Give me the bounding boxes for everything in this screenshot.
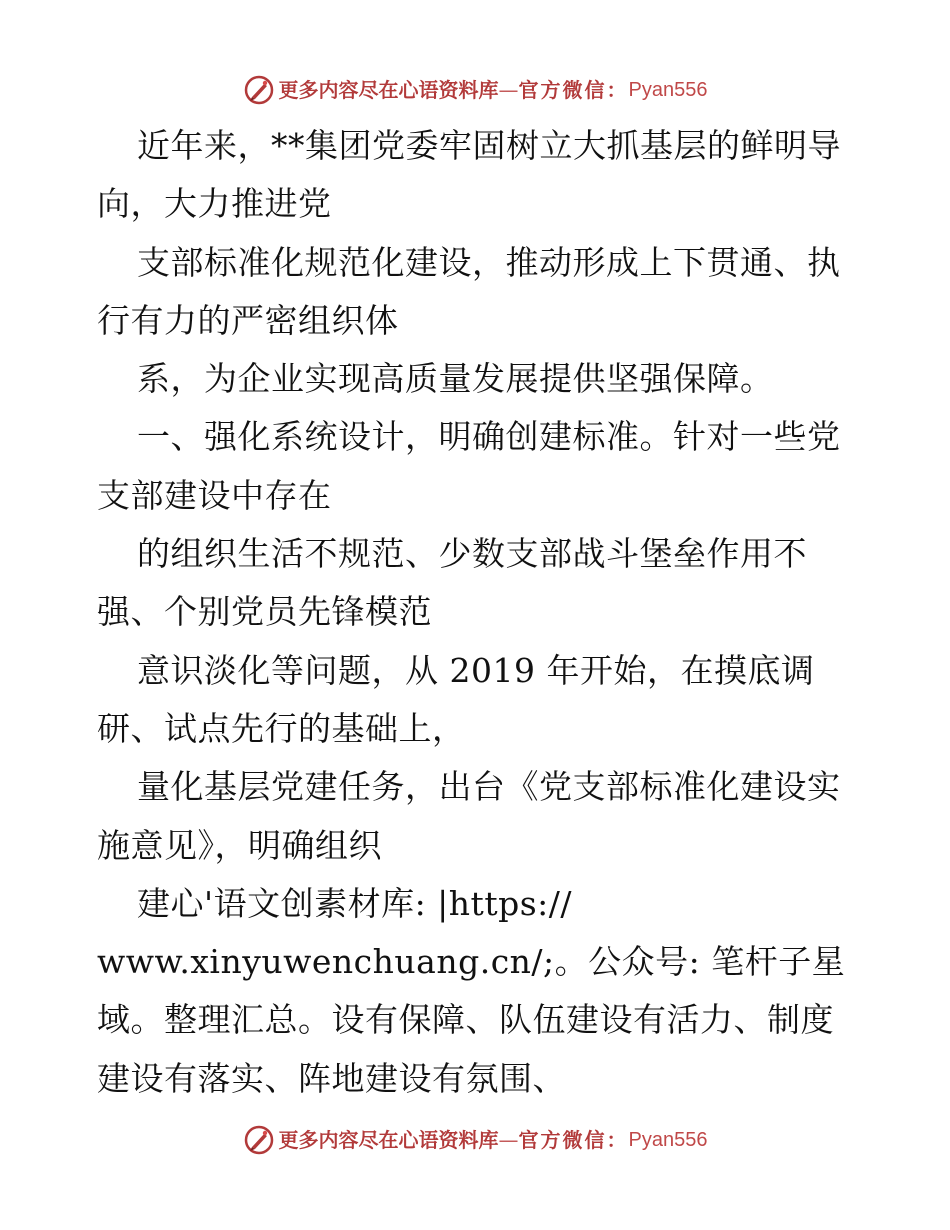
header-separator: — (498, 78, 519, 102)
text-line: 建设有落实、阵地建设有氛围、 (97, 1058, 566, 1098)
header-banner (0, 70, 950, 110)
quill-logo-icon (243, 1124, 275, 1156)
text-line: 向，大力推进党 (97, 184, 332, 224)
footer-wechat-id: Pyan556 (628, 1129, 708, 1151)
header-wechat-label: 官方微信： (518, 78, 629, 102)
footer-separator: — (498, 1128, 519, 1152)
text-line: 意识淡化等问题，从 2019 年开始，在摸底调 (137, 650, 815, 690)
header-title: 更多内容尽在心语资料库 (278, 78, 499, 102)
text-line: 域。整理汇总。设有保障、队伍建设有活力、制度 (97, 1000, 834, 1040)
text-line: 行有力的严密组织体 (97, 300, 399, 340)
text-line: 研、试点先行的基础上， (97, 708, 466, 748)
text-line: 建心'语文创素材库: |https:// (137, 883, 572, 923)
text-line: 施意见》，明确组织 (97, 825, 382, 865)
text-line: 的组织生活不规范、少数支部战斗堡垒作用不 (137, 534, 807, 574)
footer-banner (0, 1120, 950, 1160)
text-line: 近年来，**集团党委牢固树立大抓基层的鲜明导 (137, 126, 841, 165)
text-line: 强、个别党员先锋模范 (97, 592, 432, 632)
text-line: 支部建设中存在 (97, 475, 332, 515)
text-line: 系，为企业实现高质量发展提供坚强保障。 (137, 359, 774, 399)
header-wechat-id: Pyan556 (628, 79, 708, 101)
footer-title: 更多内容尽在心语资料库 (278, 1128, 499, 1152)
quill-logo-icon (243, 74, 275, 106)
footer-wechat-label: 官方微信： (518, 1128, 629, 1152)
text-line: 量化基层党建任务，出台《党支部标准化建设实 (137, 767, 841, 807)
text-line: 一、强化系统设计，明确创建标准。针对一些党 (137, 417, 841, 457)
body-text (97, 117, 857, 1108)
text-line: 支部标准化规范化建设，推动形成上下贯通、执 (137, 242, 841, 282)
text-line: www.xinyuwenchuang.cn/;。公众号: 笔杆子星 (97, 942, 846, 982)
